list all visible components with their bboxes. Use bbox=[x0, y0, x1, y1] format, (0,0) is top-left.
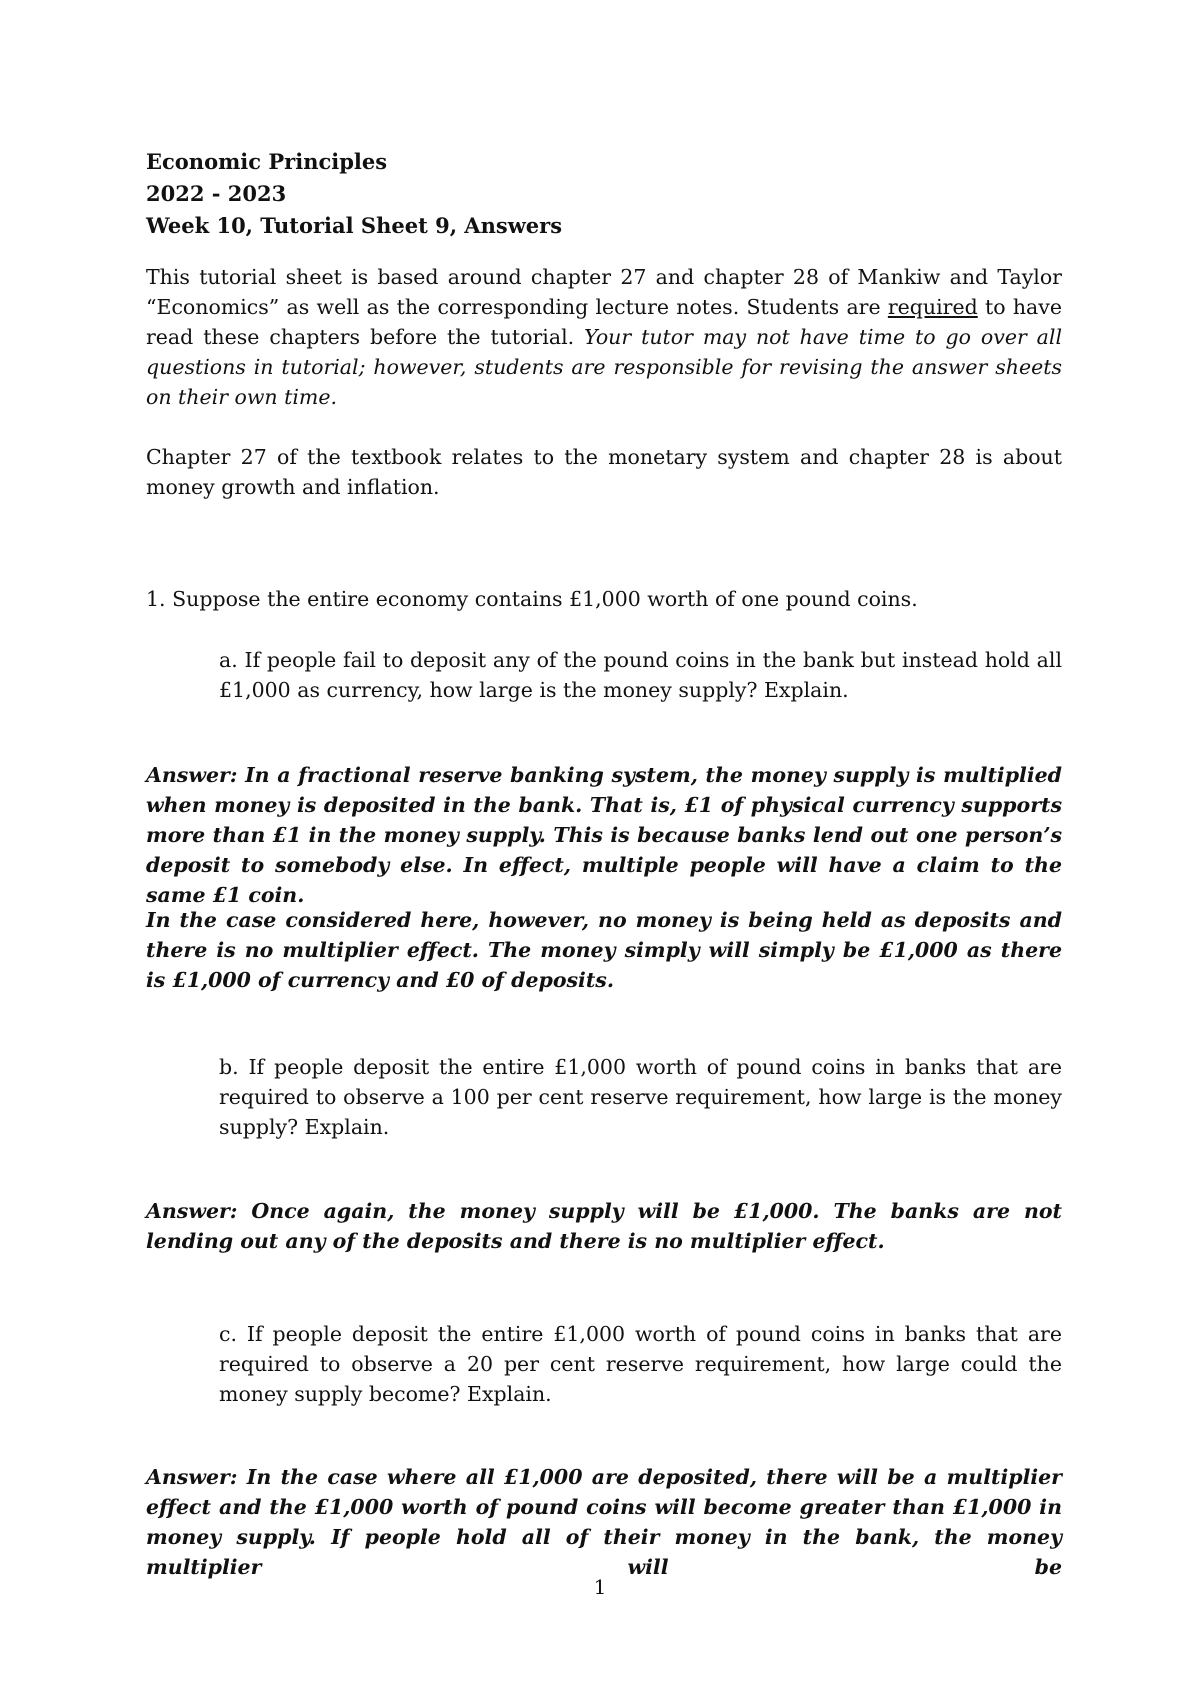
document-header bbox=[146, 146, 1062, 242]
question-1-stem: 1. Suppose the entire economy contains £1,000 worth of one pound coins. bbox=[146, 587, 918, 611]
answer-1b: Answer: Once again, the money supply will be £1,000. The banks are not lending out any of the deposits and there is no multiplier effect. bbox=[146, 1199, 1062, 1253]
chapters-paragraph: Chapter 27 of the textbook relates to the monetary system and chapter 28 is about money growth and inflation. bbox=[146, 445, 1062, 499]
page-number: 1 bbox=[593, 1575, 607, 1599]
sheet-title: Week 10, Tutorial Sheet 9, Answers bbox=[146, 213, 563, 238]
academic-year: 2022 - 2023 bbox=[146, 181, 287, 206]
required-word: required bbox=[887, 295, 978, 319]
question-1c: c. If people deposit the entire £1,000 worth of pound coins in banks that are required to observe a 20 per cent reserve requirement, how large could the money supply become? Explain. bbox=[219, 1322, 1062, 1406]
answer-1a-paragraph-1: Answer: In a fractional reserve banking system, the money supply is multiplied when money is deposited in the bank. That is, £1 of physical currency supports more than £1 in the money supply. This is because banks lend out one person’s deposit to somebody else. In effect, multiple people will have a claim to the same £1 coin. bbox=[146, 763, 1062, 907]
intro-paragraph bbox=[146, 262, 1062, 412]
question-1b: b. If people deposit the entire £1,000 worth of pound coins in banks that are required to observe a 100 per cent reserve requirement, how large is the money supply? Explain. bbox=[219, 1055, 1062, 1139]
answer-1c: Answer: In the case where all £1,000 are deposited, there will be a multiplier effect and the £1,000 worth of pound coins will become greater than £1,000 in money supply. If people hold all of their money in the bank, the money multiplier will be bbox=[146, 1465, 1062, 1579]
intro-text-1: This tutorial sheet is based around chapter 27 and chapter 28 of Mankiw and Taylor “Economics” as well as the corresponding lecture notes. Students are bbox=[146, 265, 1062, 319]
intro-italic-note: Your tutor may not have time to go over all questions in tutorial; however, students are responsible for revising the answer sheets on their own time. bbox=[146, 325, 1062, 409]
course-title: Economic Principles bbox=[146, 149, 388, 174]
intro-text-2: to have read these chapters before the tutorial. bbox=[146, 295, 1062, 349]
answer-1a-paragraph-2: In the case considered here, however, no money is being held as deposits and there is no multiplier effect. The money simply will simply be £1,000 as there is £1,000 of currency and £0 of deposits. bbox=[146, 908, 1062, 992]
question-1a: a. If people fail to deposit any of the pound coins in the bank but instead hold all £1,000 as currency, how large is the money supply? Explain. bbox=[219, 648, 1062, 702]
